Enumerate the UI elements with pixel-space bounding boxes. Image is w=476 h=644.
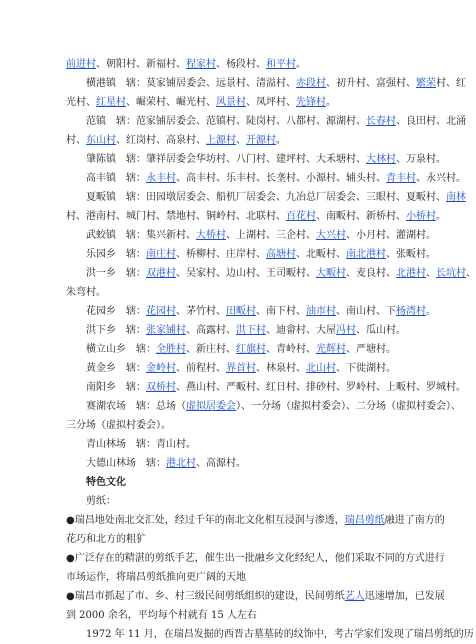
text-line: [66, 150, 446, 169]
text-segment: 横立山乡 辖：: [86, 344, 156, 355]
hyperlink[interactable]: 杨湾村: [396, 306, 426, 317]
hyperlink[interactable]: 青丰村: [386, 173, 416, 184]
text-segment: 、小月村、灌湖村。: [346, 230, 436, 241]
text-line: [66, 416, 396, 435]
text-segment: ●广泛存在的精湛的剪纸手艺，催生出一批融乡文化经纪人，他们采取不同的方式进行: [66, 553, 445, 564]
hyperlink[interactable]: 小桥村: [406, 211, 436, 222]
text-segment: 到 2000 余名，平均每个村就有 15 人左右: [66, 610, 257, 621]
text-line: [66, 131, 396, 150]
text-segment: 、南畈村、新桥村、: [316, 211, 406, 222]
hyperlink[interactable]: 高塘村: [266, 249, 296, 260]
text-segment: 三分场（虚拟村委会）。: [66, 420, 171, 431]
text-segment: 花巧和北方的粗犷: [66, 534, 146, 545]
text-segment: ●瑞昌市抓起了市、乡、村三级民间剪纸组织的建设，民间剪纸: [66, 591, 345, 602]
text-segment: 武蛟镇 辖：集兴新村、: [86, 230, 196, 241]
text-line: [66, 625, 474, 644]
text-line: [66, 378, 466, 397]
text-line: [66, 549, 445, 568]
text-segment: 、南下村、: [256, 306, 306, 317]
text-line: [66, 169, 466, 188]
hyperlink[interactable]: 北山村: [306, 363, 336, 374]
text-segment: 、桥柳村、庄岸村、: [176, 249, 266, 260]
text-line: [66, 55, 396, 74]
hyperlink[interactable]: 开源村: [246, 135, 276, 146]
text-segment: 洪一乡 辖：: [86, 268, 146, 279]
text-segment: 、: [466, 268, 476, 279]
text-segment: 、迪畲村、大屋: [266, 325, 336, 336]
text-line: [66, 530, 396, 549]
hyperlink[interactable]: 长春村: [366, 116, 396, 127]
text-line: [66, 397, 461, 416]
text-segment: 、前程村、: [176, 363, 226, 374]
text-segment: 融进了南方的: [384, 515, 445, 526]
text-segment: 村、红: [436, 78, 466, 89]
document-body: [66, 55, 476, 644]
hyperlink[interactable]: 艺人: [344, 591, 365, 602]
text-segment: 南阳乡 辖：: [86, 382, 146, 393]
hyperlink[interactable]: 前进村: [66, 59, 96, 70]
hyperlink[interactable]: 风景村: [216, 97, 246, 108]
text-line: [66, 492, 396, 511]
hyperlink[interactable]: 南林: [446, 192, 466, 203]
text-segment: 、红岗村、高泉村、: [116, 135, 206, 146]
text-segment: 。: [436, 211, 446, 222]
text-segment: 、上湖村、三企村、: [226, 230, 316, 241]
text-segment: 光村、: [66, 97, 96, 108]
text-segment: 、新庄村、: [186, 344, 236, 355]
text-segment: 赛湖农场 辖：总场（: [86, 401, 186, 412]
text-segment: 特色文化: [86, 477, 126, 488]
text-line: [66, 74, 466, 93]
text-line: [66, 606, 396, 625]
text-segment: 黄金乡 辖：: [86, 363, 146, 374]
text-line: [66, 283, 396, 302]
hyperlink[interactable]: 上源村: [206, 135, 236, 146]
text-line: [66, 302, 436, 321]
text-line: [66, 112, 466, 131]
text-segment: 、高源村。: [196, 458, 246, 469]
text-segment: 洪下乡 辖：: [86, 325, 146, 336]
text-segment: 大德山林场 辖：: [86, 458, 166, 469]
hyperlink[interactable]: 程家村: [186, 59, 216, 70]
text-line: [66, 359, 396, 378]
text-segment: 、永兴村。: [416, 173, 466, 184]
hyperlink[interactable]: 虚拟居委会: [186, 401, 236, 412]
text-line: [66, 340, 396, 359]
text-line: [66, 321, 406, 340]
text-segment: 、北畈村、: [296, 249, 346, 260]
hyperlink[interactable]: 先锋村: [296, 97, 326, 108]
text-segment: 迅速增加，已发展: [364, 591, 445, 602]
hyperlink[interactable]: 北港村: [396, 268, 426, 279]
hyperlink[interactable]: 瑞昌剪纸: [344, 515, 385, 526]
hyperlink[interactable]: 永丰村: [146, 173, 176, 184]
hyperlink[interactable]: 红旗村: [236, 344, 266, 355]
hyperlink[interactable]: 大桥村: [196, 230, 226, 241]
text-segment: 市场运作，将瑞昌剪纸推向更广阔的天地: [66, 572, 246, 583]
text-segment: 、杨段村、: [216, 59, 266, 70]
text-segment: 肇陈镇 辖：肇祥居委会华坊村、八门村、建坪村、大禾塘村、: [86, 154, 366, 165]
hyperlink[interactable]: 冯村: [336, 325, 356, 336]
hyperlink[interactable]: 东山村: [86, 135, 116, 146]
hyperlink[interactable]: 田畈村: [226, 306, 256, 317]
hyperlink[interactable]: 大畈村: [316, 268, 346, 279]
text-segment: 、凤坪村、: [246, 97, 296, 108]
text-line: [66, 435, 396, 454]
text-line: [66, 454, 396, 473]
hyperlink[interactable]: 南北港村: [346, 249, 386, 260]
text-segment: 、严塘村。: [346, 344, 396, 355]
section-heading: [66, 473, 396, 492]
text-segment: 、麦良村、: [346, 268, 396, 279]
hyperlink[interactable]: 双港村: [146, 268, 176, 279]
hyperlink[interactable]: 赤段村: [296, 78, 326, 89]
text-segment: 1972 年 11 月，在瑞昌发掘的西晋古墓墓砖的纹饰中，考古学家们发现了瑞昌剪纸的历: [86, 629, 474, 640]
text-segment: 。: [276, 135, 286, 146]
text-segment: 村、港南村、城门村、禁地村、铜岭村、北联村、: [66, 211, 286, 222]
text-segment: 、茅竹村、: [176, 306, 226, 317]
text-segment: 、朝阳村、新福村、: [96, 59, 186, 70]
hyperlink[interactable]: 和平村: [266, 59, 296, 70]
text-segment: 、高丰村、乐丰村、长垄村、小源村、辅头村、: [176, 173, 386, 184]
text-line: [66, 245, 436, 264]
text-segment: 。: [296, 59, 306, 70]
hyperlink[interactable]: 洪下村: [236, 325, 266, 336]
text-segment: 夏畈镇 辖：田园墩居委会、船机厂居委会、九冶总厂居委会、三眼村、夏畈村、: [86, 192, 446, 203]
text-segment: 、: [426, 268, 436, 279]
text-segment: 、南山村、下: [336, 306, 396, 317]
text-segment: 、崛荣村、崛光村、: [126, 97, 216, 108]
text-segment: 村、: [66, 135, 86, 146]
text-segment: 。: [326, 97, 336, 108]
hyperlink[interactable]: 繁荣: [416, 78, 436, 89]
hyperlink[interactable]: 油市村: [306, 306, 336, 317]
text-segment: 青山林场 辖：青山村。: [86, 439, 196, 450]
text-segment: 、张畈村。: [386, 249, 436, 260]
text-segment: 、下徙湖村。: [336, 363, 396, 374]
text-segment: 、瓜山村。: [356, 325, 406, 336]
text-segment: 朱弯村。: [66, 287, 106, 298]
text-line: [66, 568, 396, 587]
text-segment: 范镇 辖：范家铺居委会、范镇村、陡岗村、八都村、源湖村、: [86, 116, 366, 127]
hyperlink[interactable]: 界首村: [226, 363, 256, 374]
text-segment: 、林泉村、: [256, 363, 306, 374]
hyperlink[interactable]: 全胜村: [156, 344, 186, 355]
text-line: [66, 264, 476, 283]
text-segment: 、青岭村、: [266, 344, 316, 355]
text-segment: 高丰镇 辖：: [86, 173, 146, 184]
text-segment: ）、一分场（虚拟村委会）、二分场（虚拟村委会）、: [236, 401, 461, 412]
text-line: [66, 226, 436, 245]
text-segment: 。: [426, 306, 436, 317]
hyperlink[interactable]: 百花村: [286, 211, 316, 222]
text-line: [66, 188, 466, 207]
text-line: [66, 93, 396, 112]
text-line: [66, 207, 446, 226]
hyperlink[interactable]: 张家铺村: [146, 325, 186, 336]
hyperlink[interactable]: 长坑村: [436, 268, 466, 279]
hyperlink[interactable]: 港北村: [166, 458, 196, 469]
hyperlink[interactable]: 双桥村: [146, 382, 176, 393]
hyperlink[interactable]: 南庄村: [146, 249, 176, 260]
text-segment: 横港镇 辖：莫家铺居委会、远景村、清溢村、: [86, 78, 296, 89]
hyperlink[interactable]: 大兴村: [316, 230, 346, 241]
text-segment: 花园乡 辖：: [86, 306, 146, 317]
text-line: [66, 587, 445, 606]
hyperlink[interactable]: 大林村: [366, 154, 396, 165]
text-segment: 乐园乡 辖：: [86, 249, 146, 260]
text-segment: 、吴家村、边山村、王司畈村、: [176, 268, 316, 279]
text-segment: 剪纸：: [86, 496, 116, 507]
text-segment: 、燕山村、严畈村、红日村、排砂村、罗岭村、上畈村、罗城村。: [176, 382, 466, 393]
hyperlink[interactable]: 花园村: [146, 306, 176, 317]
text-segment: 、初升村、富强村、: [326, 78, 416, 89]
hyperlink[interactable]: 红星村: [96, 97, 126, 108]
text-segment: 、高露村、: [186, 325, 236, 336]
hyperlink[interactable]: 光辉村: [316, 344, 346, 355]
text-segment: ●瑞昌地处南北交汇处，经过千年的南北文化相互浸润与渗透，: [66, 515, 345, 526]
hyperlink[interactable]: 金岭村: [146, 363, 176, 374]
text-line: [66, 511, 445, 530]
text-segment: 、万泉村。: [396, 154, 446, 165]
text-segment: 、良田村、北涌: [396, 116, 466, 127]
text-segment: 、: [236, 135, 246, 146]
